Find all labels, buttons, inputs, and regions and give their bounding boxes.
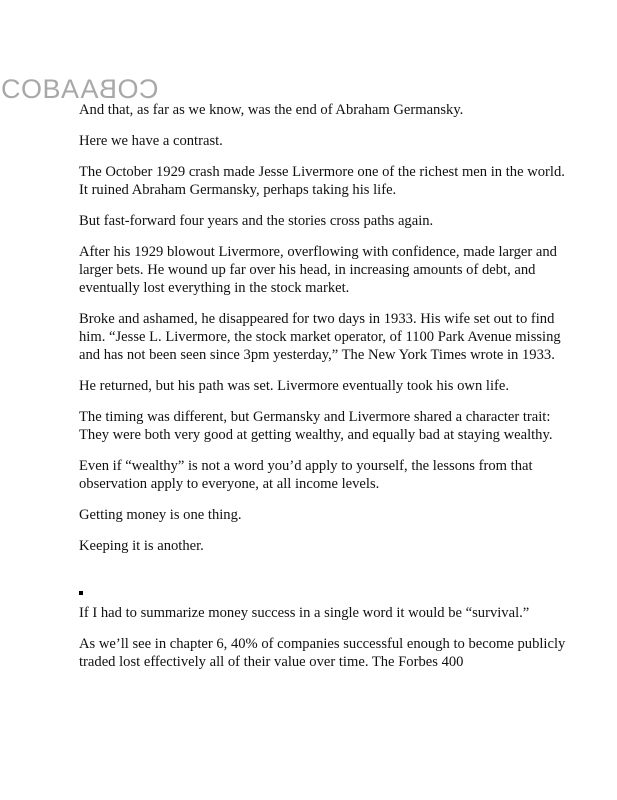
- paragraph: Keeping it is another.: [79, 538, 204, 554]
- section-break: [79, 568, 569, 604]
- paragraph: After his 1929 blowout Livermore, overflowing with confidence, made larger and larger bets. He wound up far over his head, in increasing amounts of debt, and eventually lost everything in the stock market.: [79, 244, 557, 296]
- paragraph: Getting money is one thing.: [79, 507, 242, 523]
- paragraph: Here we have a contrast.: [79, 133, 223, 149]
- page-body: [79, 101, 569, 684]
- watermark: [1, 74, 158, 104]
- paragraph: Even if “wealthy” is not a word you’d apply to yourself, the lessons from that observation apply to everyone, at all income levels.: [79, 458, 533, 492]
- paragraph: As we’ll see in chapter 6, 40% of companies successful enough to become publicly traded lost effectively all of their value over time. The Forbes 400: [79, 636, 566, 670]
- watermark-mirrored-text: COBA: [79, 74, 159, 104]
- watermark-text: COBA: [1, 74, 80, 104]
- paragraph: He returned, but his path was set. Livermore eventually took his own life.: [79, 378, 510, 394]
- paragraph: The timing was different, but Germansky and Livermore shared a character trait: They were both very good at getting wealthy, and equally bad at staying wealthy.: [79, 409, 553, 443]
- paragraph: And that, as far as we know, was the end of Abraham Germansky.: [79, 102, 464, 118]
- paragraph: But fast-forward four years and the stories cross paths again.: [79, 213, 434, 229]
- section-break-marker: [79, 591, 83, 595]
- paragraph: The October 1929 crash made Jesse Livermore one of the richest men in the world. It ruined Abraham Germansky, perhaps taking his life.: [79, 164, 565, 198]
- paragraph: Broke and ashamed, he disappeared for two days in 1933. His wife set out to find him. “Jesse L. Livermore, the stock market operator, of 1100 Park Avenue missing and has not been seen since 3pm yesterday,” The New York Times wrote in 1933.: [79, 311, 561, 363]
- paragraph: If I had to summarize money success in a single word it would be “survival.”: [79, 605, 530, 621]
